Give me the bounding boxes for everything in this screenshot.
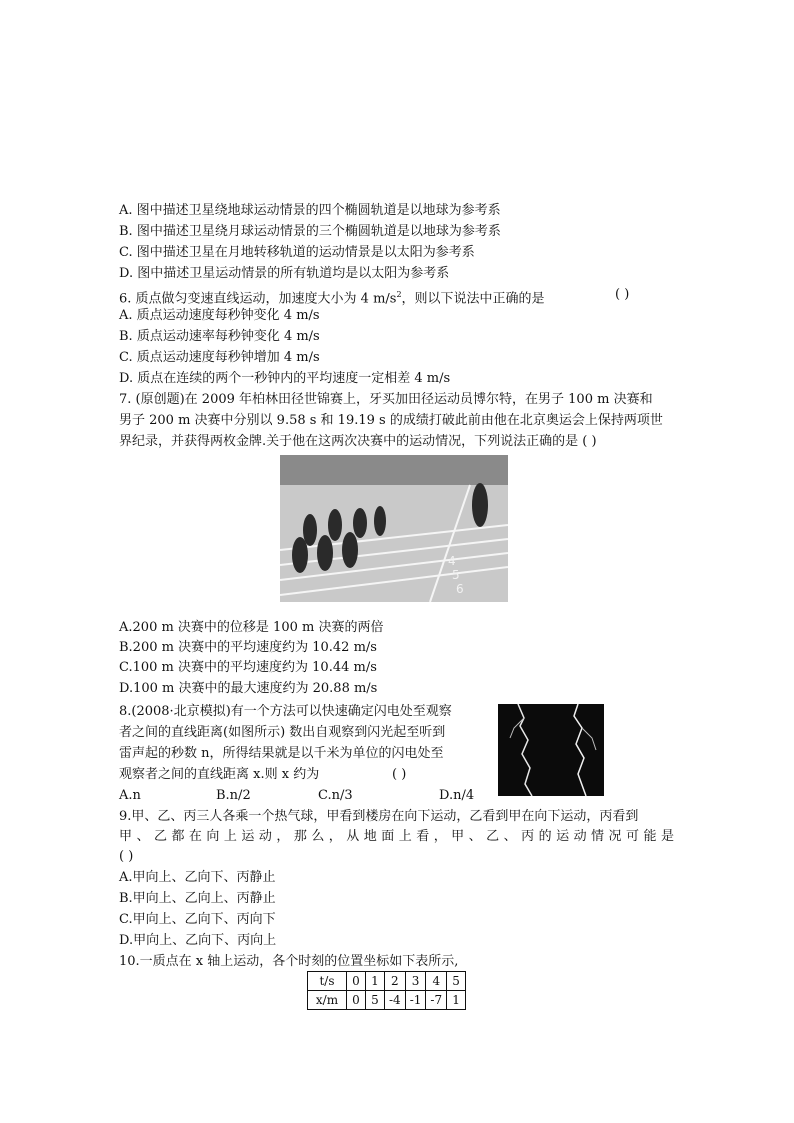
table-cell: 1 xyxy=(447,991,466,1010)
q7-option-b: B.200 m 决赛中的平均速度约为 10.42 m/s xyxy=(119,640,377,655)
q5-option-d: D. 图中描述卫星运动情景的所有轨道均是以太阳为参考系 xyxy=(119,266,450,281)
q8-bracket: ( ) xyxy=(392,767,407,782)
table-row-time xyxy=(308,972,466,991)
lightning-photo xyxy=(498,704,604,796)
table-cell: -4 xyxy=(385,991,406,1010)
lightning-image xyxy=(498,704,604,796)
q7-stem-line-3: 界纪录，并获得两枚金牌.关于他在这两次决赛中的运动情况，下列说法正确的是 ( ) xyxy=(119,434,597,449)
svg-text:4: 4 xyxy=(448,554,456,568)
svg-text:5: 5 xyxy=(452,568,460,582)
table-cell: 1 xyxy=(366,972,385,991)
table-cell: 2 xyxy=(385,972,406,991)
table-cell: 4 xyxy=(426,972,447,991)
q9-stem-line-1: 9.甲、乙、丙三人各乘一个热气球，甲看到楼房在向下运动，乙看到甲在向下运动，丙看到 xyxy=(119,809,639,824)
q8-option-b: B.n/2 xyxy=(216,788,251,803)
q9-option-b: B.甲向上、乙向上、丙静止 xyxy=(119,891,276,906)
q6-option-d: D. 质点在连续的两个一秒钟内的平均速度一定相差 4 m/s xyxy=(119,371,451,386)
table-cell: 5 xyxy=(366,991,385,1010)
q7-stem-line-2: 男子 200 m 决赛中分别以 9.58 s 和 19.19 s 的成绩打破此前由他在北京奥运会上保持两项世 xyxy=(119,413,663,428)
q5-option-a: A. 图中描述卫星绕地球运动情景的四个椭圆轨道是以地球为参考系 xyxy=(119,203,501,218)
table-cell: t/s xyxy=(308,972,347,991)
table-cell: 5 xyxy=(447,972,466,991)
q10-stem: 10.一质点在 x 轴上运动，各个时刻的位置坐标如下表所示, xyxy=(119,954,459,969)
q6-stem-suffix: ，则以下说法中正确的是 xyxy=(401,291,545,307)
table-cell: 3 xyxy=(405,972,426,991)
table-cell: 0 xyxy=(347,972,366,991)
q6-option-b: B. 质点运动速率每秒钟变化 4 m/s xyxy=(119,329,320,344)
q7-stem-line-1: 7. (原创题)在 2009 年柏林田径世锦赛上，牙买加田径运动员博尔特，在男子 100 m 决赛和 xyxy=(119,392,653,407)
table-cell: -7 xyxy=(426,991,447,1010)
q9-option-a: A.甲向上、乙向下、丙静止 xyxy=(119,870,276,885)
q9-stem-line-2: 甲、乙都在向上运动，那么，从地面上看，甲、乙、丙的运动情况可能是 xyxy=(119,829,674,844)
table-cell: x/m xyxy=(308,991,347,1010)
q7-option-a: A.200 m 决赛中的位移是 100 m 决赛的两倍 xyxy=(119,620,384,635)
q5-option-c: C. 图中描述卫星在月地转移轨道的运动情景是以太阳为参考系 xyxy=(119,245,475,260)
q7-option-d: D.100 m 决赛中的最大速度约为 20.88 m/s xyxy=(119,681,378,696)
q8-option-c: C.n/3 xyxy=(318,788,353,803)
q8-stem-line-4: 观察者之间的直线距离 x.则 x 约为 xyxy=(119,767,320,782)
q6-bracket: ( ) xyxy=(615,287,630,302)
q8-stem-line-2: 者之间的直线距离(如图所示) 数出自观察到闪光起至听到 xyxy=(119,725,446,740)
q7-option-c: C.100 m 决赛中的平均速度约为 10.44 m/s xyxy=(119,660,377,675)
q6-stem-prefix: 6. 质点做匀变速直线运动，加速度大小为 4 m/s xyxy=(119,291,397,307)
table-cell: -1 xyxy=(405,991,426,1010)
q9-option-d: D.甲向上、乙向下、丙向上 xyxy=(119,933,277,948)
q9-option-c: C.甲向上、乙向下、丙向下 xyxy=(119,912,276,927)
q8-stem-line-3: 雷声起的秒数 n，所得结果就是以千米为单位的闪电处至 xyxy=(119,746,444,761)
q6-option-c: C. 质点运动速度每秒钟增加 4 m/s xyxy=(119,350,320,365)
sprint-race-photo xyxy=(280,455,508,602)
svg-text:6: 6 xyxy=(456,582,464,596)
q5-option-b: B. 图中描述卫星绕月球运动情景的三个椭圆轨道是以地球为参考系 xyxy=(119,224,501,239)
q6-option-a: A. 质点运动速度每秒钟变化 4 m/s xyxy=(119,308,320,323)
sprint-race-image xyxy=(280,455,508,602)
q9-stem-line-3: ( ) xyxy=(119,849,134,864)
table-row-position xyxy=(308,991,466,1010)
position-time-table xyxy=(307,971,466,1010)
q6-stem-sup: 2 xyxy=(396,290,402,299)
q8-stem-line-1: 8.(2008·北京模拟)有一个方法可以快速确定闪电处至观察 xyxy=(119,704,452,719)
q8-option-d: D.n/4 xyxy=(439,788,475,803)
q8-option-a: A.n xyxy=(119,788,141,803)
table-cell: 0 xyxy=(347,991,366,1010)
